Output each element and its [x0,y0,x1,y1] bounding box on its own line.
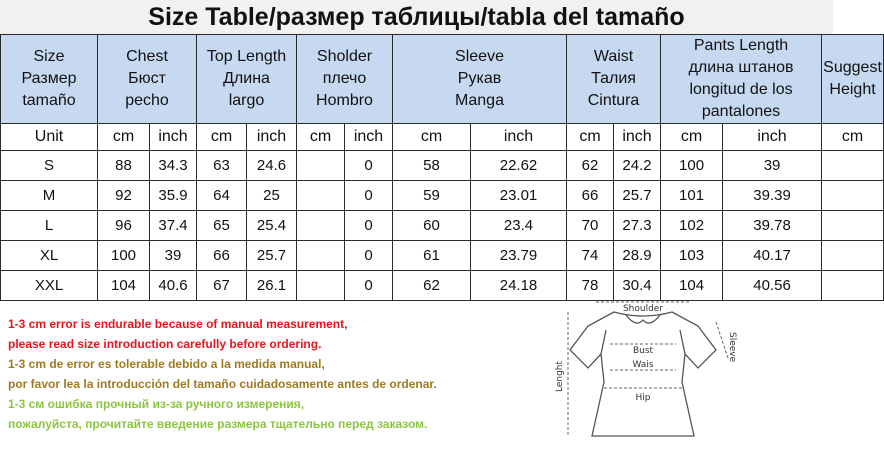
garment-diagram-icon [548,296,738,448]
header-line: Sleeve [455,48,504,65]
value-cell: 74 [567,241,614,271]
note-line: please read size introduction carefully before ordering. [8,337,322,351]
value-cell [297,271,345,301]
value-cell: 27.3 [614,211,661,241]
value-cell: 24.18 [471,271,567,301]
unit-cell: cm [297,124,345,151]
unit-cell: inch [723,124,822,151]
value-cell: 25.4 [247,211,297,241]
value-cell: 104 [98,271,150,301]
table-row [1,151,884,181]
value-cell [822,181,884,211]
value-cell: 58 [393,151,471,181]
value-cell: 100 [98,241,150,271]
unit-cell: cm [393,124,471,151]
value-cell: 104 [661,271,723,301]
value-cell: 101 [661,181,723,211]
value-cell: 64 [197,181,247,211]
size-table [0,34,884,301]
header-line: Pants Length [693,37,789,54]
value-cell: 34.3 [150,151,197,181]
shoulder-label: Shoulder [622,304,664,314]
value-cell: 92 [98,181,150,211]
value-cell: 0 [345,241,393,271]
unit-cell: cm [661,124,723,151]
header-line: Hombro [316,92,373,109]
header-line: Suggest [823,59,882,76]
header-line: pecho [125,92,169,109]
value-cell: 39.39 [723,181,822,211]
value-cell: 39.78 [723,211,822,241]
header-chest [98,35,197,124]
header-line: tamaño [22,92,76,109]
header-row [1,35,884,124]
header-waist [567,35,661,124]
value-cell: 103 [661,241,723,271]
unit-cell: cm [567,124,614,151]
size-cell: XXL [1,271,98,301]
value-cell: 0 [345,151,393,181]
value-cell: 23.79 [471,241,567,271]
table-row [1,181,884,211]
header-line: largo [228,92,265,109]
unit-cell: inch [471,124,567,151]
header-line: Длина [223,70,270,87]
value-cell: 24.2 [614,151,661,181]
size-cell: M [1,181,98,211]
header-line: Chest [126,48,168,65]
header-line: длина штанов [688,59,794,76]
header-line: longitud de los [689,81,793,98]
value-cell: 23.01 [471,181,567,211]
sleeve-label: Sleeve [727,332,737,363]
note-line: пожалуйста, прочитайте введение размера тщательно перед заказом. [8,417,428,431]
value-cell: 88 [98,151,150,181]
value-cell: 78 [567,271,614,301]
unit-cell: inch [345,124,393,151]
bust-label: Bust [632,346,654,356]
value-cell: 100 [661,151,723,181]
value-cell [297,241,345,271]
value-cell: 37.4 [150,211,197,241]
hip-label: Hip [635,393,651,403]
header-line: Рукав [457,70,502,87]
value-cell: 0 [345,181,393,211]
value-cell [822,211,884,241]
value-cell: 59 [393,181,471,211]
header-shoulder [297,35,393,124]
value-cell: 25.7 [247,241,297,271]
header-line: Cintura [587,92,640,109]
value-cell: 40.6 [150,271,197,301]
value-cell: 39 [150,241,197,271]
header-pants-length [661,35,822,124]
value-cell: 30.4 [614,271,661,301]
value-cell: 35.9 [150,181,197,211]
value-cell: 66 [197,241,247,271]
value-cell: 96 [98,211,150,241]
value-cell [822,241,884,271]
header-line: Height [829,81,876,98]
unit-row [1,124,884,151]
table-row [1,211,884,241]
header-line: Размер [21,70,77,87]
length-label: Lenght [555,360,565,392]
unit-cell: cm [822,124,884,151]
header-size [1,35,98,124]
value-cell: 40.17 [723,241,822,271]
value-cell: 40.56 [723,271,822,301]
measurement-notes [8,314,538,434]
value-cell: 24.6 [247,151,297,181]
header-line: Waist [593,48,634,65]
value-cell: 0 [345,271,393,301]
note-line: 1-3 см ошибка прочный из-за ручного измерения, [8,397,305,411]
table-row [1,271,884,301]
value-cell: 61 [393,241,471,271]
note-line: por favor lea la introducción del tamaño cuidadosamente antes de ordenar. [8,377,437,391]
value-cell: 39 [723,151,822,181]
header-top-length [197,35,297,124]
unit-cell: cm [98,124,150,151]
page-title: Size Table/размер таблицы/tabla del tamaño [0,0,833,35]
size-cell: L [1,211,98,241]
value-cell: 0 [345,211,393,241]
value-cell [822,271,884,301]
header-line: плечо [322,70,367,87]
value-cell: 25.7 [614,181,661,211]
value-cell: 23.4 [471,211,567,241]
value-cell [297,151,345,181]
waist-label: Wais [632,360,654,370]
note-line: 1-3 cm error is endurable because of manual measurement, [8,317,348,331]
unit-cell: cm [197,124,247,151]
value-cell: 62 [393,271,471,301]
value-cell: 70 [567,211,614,241]
value-cell: 65 [197,211,247,241]
value-cell: 62 [567,151,614,181]
value-cell [297,181,345,211]
note-line: 1-3 cm de error es tolerable debido a la medida manual, [8,357,325,371]
size-cell: XL [1,241,98,271]
value-cell: 60 [393,211,471,241]
value-cell: 22.62 [471,151,567,181]
header-line: Manga [455,92,504,109]
size-cell: S [1,151,98,181]
header-line: Size [33,48,65,65]
header-line: Sholder [316,48,373,65]
value-cell: 25 [247,181,297,211]
header-line: pantalones [701,103,781,120]
unit-cell: inch [247,124,297,151]
table-row [1,241,884,271]
value-cell: 67 [197,271,247,301]
value-cell: 26.1 [247,271,297,301]
unit-cell: inch [614,124,661,151]
header-line: Бюст [128,70,166,87]
value-cell: 63 [197,151,247,181]
value-cell: 66 [567,181,614,211]
value-cell: 102 [661,211,723,241]
value-cell [822,151,884,181]
value-cell: 28.9 [614,241,661,271]
unit-cell: inch [150,124,197,151]
header-line: Талия [591,70,636,87]
header-line: Top Length [206,48,287,65]
unit-cell: Unit [1,124,98,151]
header-suggest-height [822,35,884,124]
header-sleeve [393,35,567,124]
value-cell [297,211,345,241]
